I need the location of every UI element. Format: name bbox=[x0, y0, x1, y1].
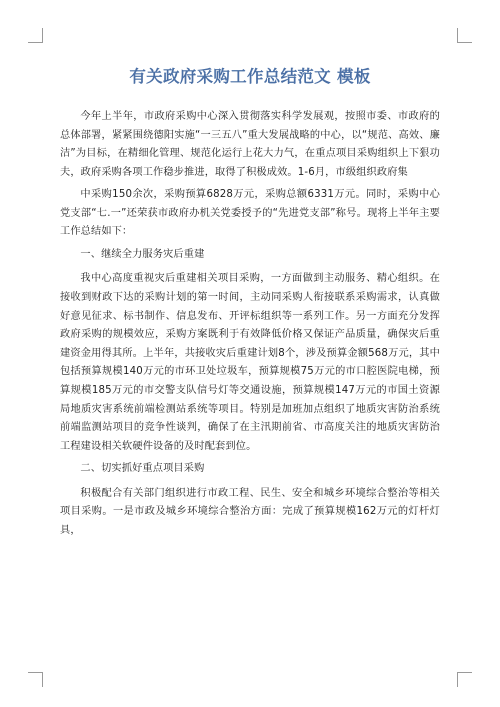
crop-mark-bottom-left bbox=[28, 672, 43, 687]
crop-mark-top-left bbox=[28, 28, 43, 43]
crop-mark-top-right bbox=[457, 28, 472, 43]
paragraph-reconstruction: 我中心高度重视灾后重建相关项目采购，一方面做到主动服务、精心组织。在接收到财政下达的采购计划的第一时间，主动同采购人衔接联系采购需求，认真做好意见征求、标书制作、信息发布、开评标组织等一系列工作。另一方面充分发挥政府采购的规模效应，采购方案既利于有效降低价格又保证产品质量，确保灾后重建资金用得其所。上半年，共接收灾后重建计划8个，涉及预算金额568万元，其中包括预算规模140万元的市环卫处垃圾车，预算规模75万元的市口腔医院电梯，预算规模185万元的市交警支队信号灯等交通设施，预算规模147万元的市国土资源局地质灾害系统前端检测站系统等项目。特别是加班加点组织了地质灾害防治系统前端监测站项目的竞争性谈判，确保了在主汛期前省、市高度关注的地质灾害防治工程建设相关软硬件设备的及时配套到位。 bbox=[60, 273, 440, 452]
paragraph-summary: 中采购150余次，采购预算6828万元，采购总额6331万元。同时，采购中心党支部“七.一”还荣获市政府办机关党委授予的“先进党支部”称号。现将上半年主要工作总结如下： bbox=[60, 189, 440, 238]
section-heading-2: 二、切实抓好重点项目采购 bbox=[80, 463, 205, 475]
paragraph-key-projects: 积极配合有关部门组织进行市政工程、民生、安全和城乡环境综合整治等相关项目采购。一是市政及城乡环境综合整治方面：完成了预算规模162万元的灯杆灯具， bbox=[60, 487, 440, 536]
section-heading-1: 一、继续全力服务灾后重建 bbox=[80, 248, 205, 260]
paragraph-intro: 今年上半年，市政府采购中心深入贯彻落实科学发展观，按照市委、市政府的总体部署，紧紧围绕德阳实施“一三五八”重大发展战略的中心，以“规范、高效、廉洁”为目标，在精细化管理、规范化运行上花大力气，在重点项目采购组织上下狠功夫，政府采购各项工作稳步推进，取得了积极成效。1-6月，市级组织政府集 bbox=[60, 111, 440, 178]
document-title: 有关政府采购工作总结范文 模板 bbox=[129, 67, 371, 86]
document-body bbox=[60, 108, 440, 544]
crop-mark-bottom-right bbox=[457, 672, 472, 687]
